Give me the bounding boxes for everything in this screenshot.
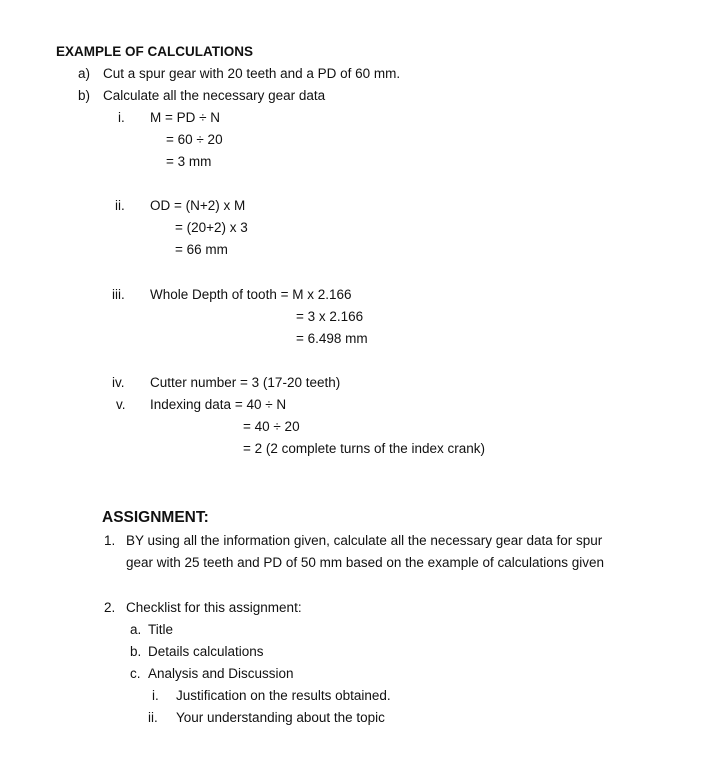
assignment-task: BY using all the information given, calculate all the necessary gear data for spur (126, 533, 603, 548)
checklist-item: Title (148, 622, 174, 637)
calc-line: OD = (N+2) x M (150, 198, 246, 213)
list-marker: a) (78, 66, 91, 81)
calc-line: Cutter number = 3 (17-20 teeth) (150, 375, 341, 390)
checklist-item: Analysis and Discussion (148, 666, 294, 681)
list-marker: c. (130, 666, 141, 681)
calc-line: = 6.498 mm (296, 331, 368, 346)
checklist-item: Details calculations (148, 644, 264, 659)
calc-line: M = PD ÷ N (150, 110, 221, 125)
checklist-subitem: Your understanding about the topic (176, 710, 385, 725)
calc-line: Indexing data = 40 ÷ N (150, 397, 287, 412)
list-marker: b. (130, 644, 142, 659)
calc-line: = 3 x 2.166 (296, 309, 364, 324)
list-marker: ii. (148, 710, 158, 725)
example-title: EXAMPLE OF CALCULATIONS (56, 44, 253, 59)
calc-line: = 66 mm (175, 242, 228, 257)
calc-line: = 60 ÷ 20 (166, 132, 223, 147)
list-marker: a. (130, 622, 142, 637)
checklist-subitem: Justification on the results obtained. (176, 688, 391, 703)
calc-line: Whole Depth of tooth = M x 2.166 (150, 287, 352, 302)
list-marker: 1. (104, 533, 116, 548)
list-item: Cut a spur gear with 20 teeth and a PD of 60 mm. (103, 66, 401, 81)
list-marker: i. (152, 688, 159, 703)
assignment-title: ASSIGNMENT: (102, 509, 209, 526)
list-item: Calculate all the necessary gear data (103, 88, 326, 103)
calc-line: = 3 mm (166, 154, 212, 169)
calc-numeral: v. (116, 397, 126, 412)
calc-line: = 40 ÷ 20 (243, 419, 300, 434)
calc-numeral: iv. (112, 375, 125, 390)
calc-numeral: iii. (112, 287, 125, 302)
calc-numeral: ii. (115, 198, 125, 213)
list-marker: 2. (104, 600, 116, 615)
list-marker: b) (78, 88, 91, 103)
checklist-title: Checklist for this assignment: (126, 600, 302, 615)
assignment-task: gear with 25 teeth and PD of 50 mm based on the example of calculations given (126, 555, 605, 570)
calc-line: = 2 (2 complete turns of the index crank) (243, 441, 485, 456)
calc-numeral: i. (118, 110, 125, 125)
calc-line: = (20+2) x 3 (175, 220, 248, 235)
